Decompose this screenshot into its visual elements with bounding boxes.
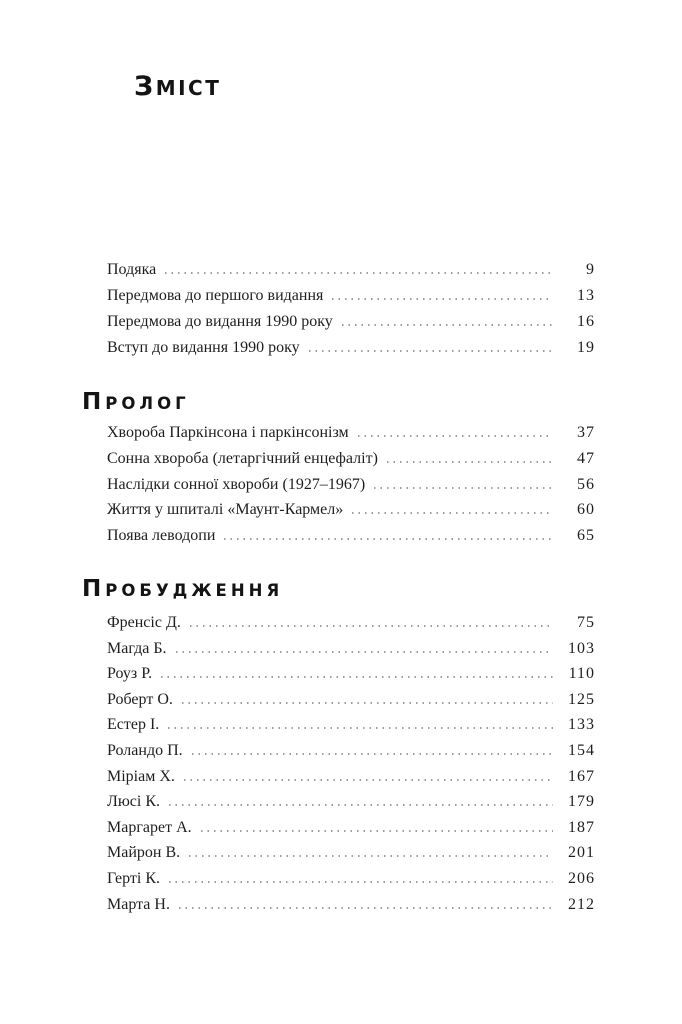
- toc-entry-label: Магда Б.: [107, 639, 167, 657]
- toc-section-awakenings: [107, 610, 595, 917]
- toc-entry-label: Подяка: [107, 261, 157, 278]
- section-heading-awakenings: ПРОБУДЖЕННЯ: [82, 576, 284, 602]
- toc-entry: [107, 738, 595, 764]
- toc-entry: [107, 789, 595, 815]
- toc-dotted-leader: [309, 350, 553, 352]
- toc-page-number: 103: [568, 639, 595, 657]
- toc-entry-label: Герті К.: [107, 869, 161, 887]
- toc-entry: [107, 866, 595, 892]
- toc-entry-label: Майрон В.: [107, 844, 181, 862]
- toc-dotted-leader: [165, 272, 553, 274]
- toc-dotted-leader: [168, 727, 553, 729]
- toc-page-number: 167: [568, 767, 595, 785]
- toc-page-number: 47: [577, 449, 595, 467]
- toc-dotted-leader: [169, 881, 553, 883]
- toc-entry: [107, 636, 595, 662]
- toc-entry-label: Наслідки сонної хвороби (1927–1967): [107, 475, 366, 493]
- toc-entry-label: Естер І.: [107, 716, 160, 734]
- toc-page-number: 187: [568, 818, 595, 836]
- toc-page-number: 9: [586, 261, 595, 278]
- toc-page-number: 65: [577, 527, 595, 545]
- toc-entry-label: Френсіс Д.: [107, 614, 181, 631]
- toc-dotted-leader: [176, 651, 553, 653]
- toc-page-number: 154: [568, 741, 595, 759]
- toc-entry: [107, 610, 595, 636]
- toc-page-number: 133: [568, 716, 595, 734]
- toc-page-number: 75: [577, 614, 595, 631]
- toc-dotted-leader: [182, 702, 553, 704]
- toc-entry: [107, 472, 595, 498]
- toc-entry: [107, 523, 595, 549]
- toc-page-number: 37: [577, 424, 595, 441]
- toc-dotted-leader: [190, 625, 553, 627]
- toc-entry: [107, 764, 595, 790]
- toc-entry-label: Роуз Р.: [107, 665, 153, 683]
- toc-section-prologue: [107, 420, 595, 549]
- toc-entry: [107, 257, 595, 283]
- toc-dotted-leader: [161, 676, 553, 678]
- section-heading-prologue: ПРОЛОГ: [82, 389, 190, 415]
- toc-dotted-leader: [374, 487, 553, 489]
- toc-page-number: 212: [568, 895, 595, 913]
- toc-entry: [107, 661, 595, 687]
- toc-entry: [107, 497, 595, 523]
- toc-entry: [107, 309, 595, 335]
- toc-entry-label: Хвороба Паркінсона і паркінсонізм: [107, 424, 349, 441]
- toc-page-number: 206: [568, 869, 595, 887]
- toc-dotted-leader: [224, 538, 553, 540]
- toc-entry: [107, 840, 595, 866]
- toc-entry-label: Поява леводопи: [107, 527, 216, 545]
- toc-dotted-leader: [342, 324, 553, 326]
- toc-entry: [107, 446, 595, 472]
- toc-dotted-leader: [192, 753, 553, 755]
- toc-entry-label: Роландо П.: [107, 741, 183, 759]
- toc-dotted-leader: [352, 512, 553, 514]
- toc-entry: [107, 283, 595, 309]
- toc-page-number: 179: [568, 793, 595, 811]
- toc-page-number: 110: [568, 665, 595, 683]
- toc-front-matter: [107, 257, 595, 361]
- toc-entry-label: Передмова до першого видання: [107, 287, 324, 304]
- toc-dotted-leader: [184, 779, 553, 781]
- toc-page-number: 60: [577, 501, 595, 519]
- toc-entry: [107, 335, 595, 361]
- toc-entry-label: Маргарет А.: [107, 818, 192, 836]
- toc-entry: [107, 815, 595, 841]
- toc-entry-label: Передмова до видання 1990 року: [107, 313, 333, 330]
- toc-page-number: 125: [568, 690, 595, 708]
- toc-page-number: 13: [577, 287, 595, 304]
- toc-page-number: 19: [577, 339, 595, 356]
- toc-entry: [107, 687, 595, 713]
- toc-entry-label: Люсі К.: [107, 793, 161, 811]
- toc-entry-label: Міріам Х.: [107, 767, 175, 785]
- toc-entry: [107, 892, 595, 918]
- toc-entry-label: Роберт О.: [107, 690, 173, 708]
- toc-page-number: 16: [577, 313, 595, 330]
- toc-entry-label: Марта Н.: [107, 895, 170, 913]
- toc-dotted-leader: [332, 298, 553, 300]
- toc-dotted-leader: [387, 461, 553, 463]
- toc-dotted-leader: [358, 435, 553, 437]
- toc-page-number: 56: [577, 475, 595, 493]
- toc-entry: [107, 712, 595, 738]
- toc-entry-label: Життя у шпиталі «Маунт-Кармел»: [107, 501, 344, 519]
- toc-dotted-leader: [179, 907, 553, 909]
- toc-dotted-leader: [201, 830, 553, 832]
- toc-dotted-leader: [189, 855, 553, 857]
- page-title: ЗМІСТ: [134, 71, 222, 102]
- toc-entry-label: Сонна хвороба (летаргічний енцефаліт): [107, 449, 378, 467]
- toc-page-number: 201: [568, 844, 595, 862]
- toc-entry-label: Вступ до видання 1990 року: [107, 339, 300, 356]
- toc-entry: [107, 420, 595, 446]
- toc-dotted-leader: [169, 804, 553, 806]
